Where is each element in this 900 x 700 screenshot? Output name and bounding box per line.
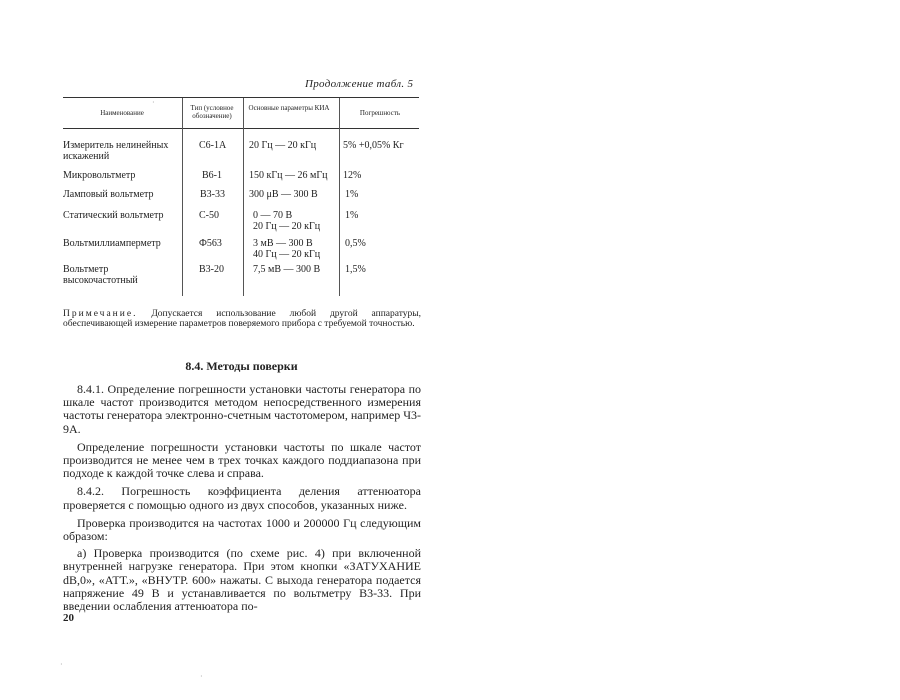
- row-2-type: В6-1: [202, 170, 222, 181]
- row-3-type: В3-33: [200, 189, 225, 200]
- row-1-params: 20 Гц — 20 кГц: [249, 140, 317, 151]
- row-1-name: Измеритель нелинейных искажений: [63, 140, 169, 162]
- row-4-name: Статический вольтметр: [63, 210, 164, 221]
- row-6-params: 7,5 мВ — 300 В: [253, 264, 321, 275]
- row-2-error: 12%: [343, 170, 362, 181]
- row-2-params: 150 кГц — 26 мГц: [249, 170, 328, 181]
- page-number: 20: [63, 612, 74, 624]
- scan-speck: ·: [152, 98, 155, 107]
- equipment-table: [63, 97, 419, 286]
- row-4-type: С-50: [199, 210, 219, 221]
- row-6-error: 1,5%: [345, 264, 366, 275]
- column-divider: [339, 98, 340, 296]
- row-5-error: 0,5%: [345, 238, 366, 249]
- scan-speck: ·: [200, 672, 203, 681]
- row-5-params: 3 мВ — 300 В 40 Гц — 20 кГц: [253, 238, 321, 260]
- row-1-error: 5% +0,05% Кг: [343, 140, 404, 151]
- table-note: [63, 309, 421, 329]
- paragraph: 8.4.1. Определение погрешности установки частоты генератора по шкале частот производится методом непосредственного измерения частоты генератора электронно-счетным частотомером, например Ч3-9А.: [63, 382, 422, 436]
- row-4-error: 1%: [345, 210, 359, 221]
- row-5-name: Вольтмиллиамперметр: [63, 238, 161, 249]
- note-label: Примечание.: [63, 309, 138, 319]
- header-error: Погрешность: [359, 109, 401, 117]
- scan-speck: ·: [60, 660, 63, 669]
- section-title: 8.4. Методы поверки: [185, 359, 298, 373]
- column-divider: [243, 98, 244, 296]
- header-type: Тип (условное обозначение): [190, 104, 234, 120]
- column-divider: [182, 98, 183, 296]
- note-text: Допускается использование любой другой аппаратуры, обеспечивающей измерение параметров поверяемого прибора с требуемой точностью.: [63, 309, 422, 329]
- body-text: [63, 383, 421, 613]
- paragraph: 8.4.2. Погрешность коэффициента деления аттенюатора проверяется с помощью одного из двух способов, указанных ниже.: [63, 484, 421, 512]
- row-4-params: 0 — 70 В 20 Гц — 20 кГц: [253, 210, 321, 232]
- row-5-type: Ф563: [199, 238, 222, 249]
- row-3-params: 300 μВ — 300 В: [249, 189, 318, 200]
- paragraph: Определение погрешности установки частоты по шкале частот производится не менее чем в трех точках каждого поддиапазона при подходе к каждой точке слева и справа.: [63, 439, 421, 481]
- row-6-name: Вольтметр высокочастотный: [63, 264, 138, 286]
- row-3-name: Ламповый вольтметр: [63, 189, 154, 200]
- header-params: Основные параметры КИА: [248, 104, 330, 112]
- paragraph: а) Проверка производится (по схеме рис. 4) при включенной внутренней нагрузке генератора. При этом кнопки «ЗАТУХАНИЕ dB,0», «АТТ.», «ВНУТР. 600» нажаты. С выхода генератора подается напряжение 49 В и устанавливается по вольтметру В3-33. При введении ослабления аттенюатора по-: [63, 546, 421, 614]
- row-1-type: С6-1А: [199, 140, 227, 151]
- row-6-type: В3-20: [199, 264, 224, 275]
- row-3-error: 1%: [345, 189, 359, 200]
- row-2-name: Микровольтметр: [63, 170, 136, 181]
- paragraph: Проверка производится на частотах 1000 и 200000 Гц следующим образом:: [63, 515, 421, 544]
- header-name: Наименование: [100, 109, 144, 117]
- table-header: [63, 98, 419, 129]
- table-continuation-label: Продолжение табл. 5: [305, 78, 414, 90]
